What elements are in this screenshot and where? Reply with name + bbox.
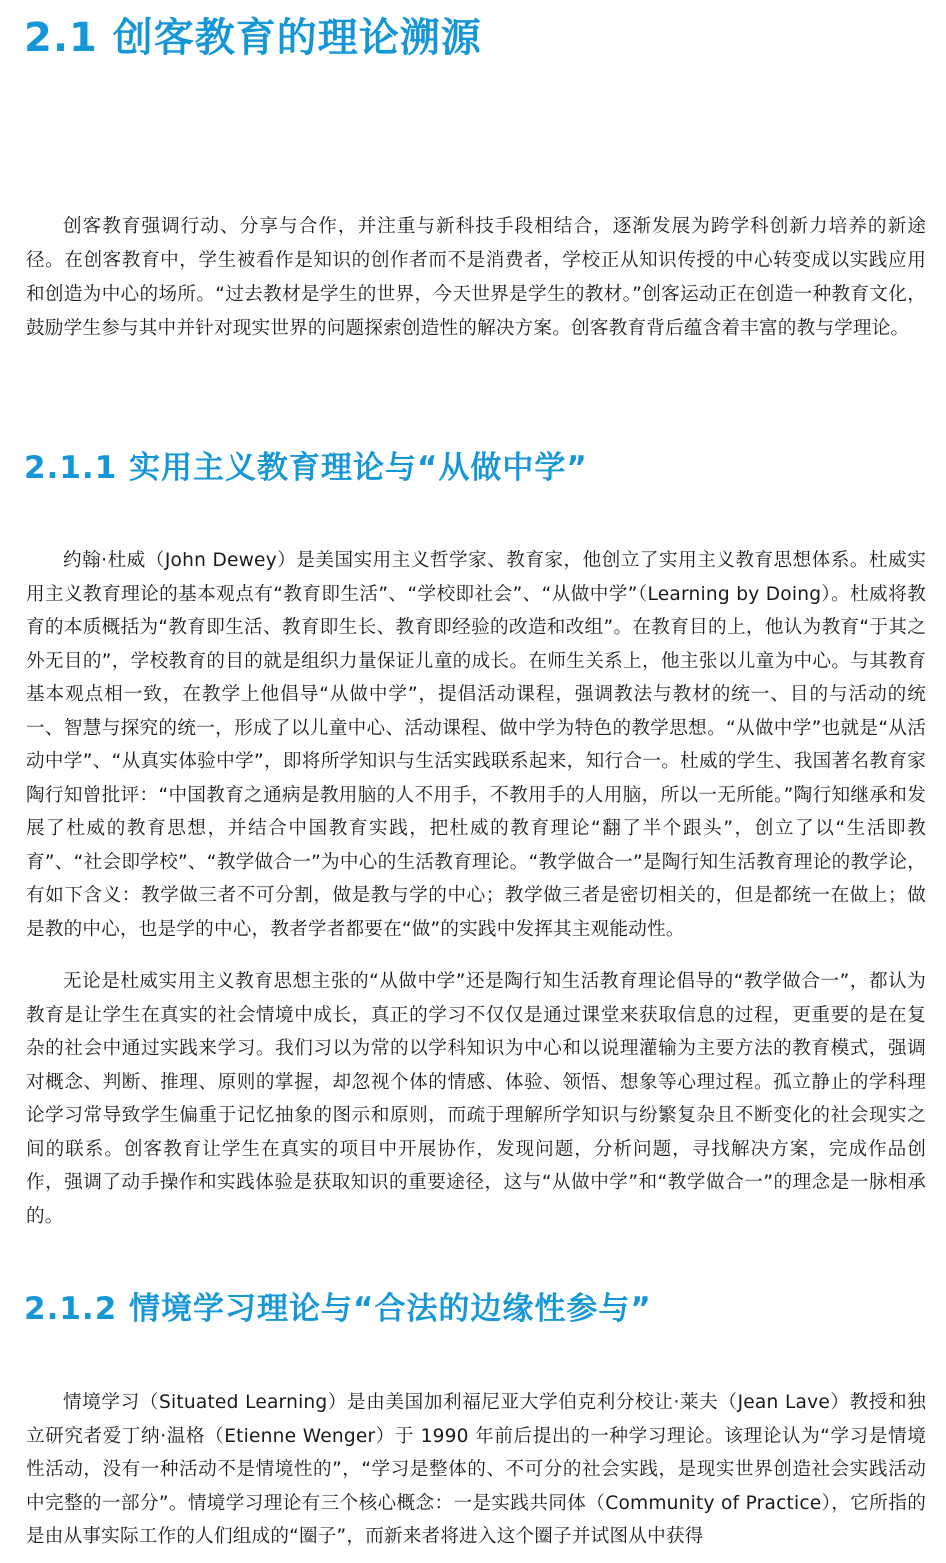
dewey-paragraph-1: 约翰·杜威（John Dewey）是美国实用主义哲学家、教育家，他创立了实用主义教育思想体系。杜威实用主义教育理论的基本观点有“教育即生活”、“学校即社会”、“从做中学”（Learning by Doing）。杜威将教育的本质概括为“教育即生活、教育即生长、教育即经验的改造和改组”。在教育目的上，他认为教育“于其之外无目的”，学校教育的目的就是组织力量保证儿童的成长。在师生关系上，他主张以儿童为中心。与其教育基本观点相一致，在教学上他倡导“从做中学”，提倡活动课程，强调教法与教材的统一、目的与活动的统一、智慧与探究的统一，形成了以儿童中心、活动课程、做中学为特色的教学思想。“从做中学”也就是“从活动中学”、“从真实体验中学”，即将所学知识与生活实践联系起来，知行合一。杜威的学生、我国著名教育家陶行知曾批评：“中国教育之通病是教用脑的人不用手，不教用手的人用脑，所以一无所能。”陶行知继承和发展了杜威的教育思想，并结合中国教育实践，把杜威的教育理论“翻了半个跟头”，创立了以“生活即教育”、“社会即学校”、“教学做合一”为中心的生活教育理论。“教学做合一”是陶行知生活教育理论的教学论，有如下含义：教学做三者不可分割，做是教与学的中心；教学做三者是密切相关的，但是都统一在做上；做是教的中心，也是学的中心，教者学者都要在“做”的实践中发挥其主观能动性。 — [26, 550, 926, 940]
subsection-title-2-1-1: 2.1.1 实用主义教育理论与“从做中学” — [24, 450, 588, 486]
subsection-title-2-1-2: 2.1.2 情境学习理论与“合法的边缘性参与” — [24, 1291, 652, 1327]
intro-paragraph: 创客教育强调行动、分享与合作，并注重与新科技手段相结合，逐渐发展为跨学科创新力培养的新途径。在创客教育中，学生被看作是知识的创作者而不是消费者，学校正从知识传授的中心转变成以实践应用和创造为中心的场所。“过去教材是学生的世界，今天世界是学生的教材。”创客运动正在创造一种教育文化，鼓励学生参与其中并针对现实世界的问题探索创造性的解决方案。创客教育背后蕴含着丰富的教与学理论。 — [26, 216, 926, 339]
section-title: 2.1 创客教育的理论溯源 — [24, 15, 482, 61]
situated-learning-paragraph: 情境学习（Situated Learning）是由美国加利福尼亚大学伯克利分校让·莱夫（Jean Lave）教授和独立研究者爱丁纳·温格（Etienne Wenger）于 1990 年前后提出的一种学习理论。该理论认为“学习是情境性活动，没有一种活动不是情境性的”，“学习是整体的、不可分的社会实践，是现实世界创造社会实践活动中完整的一部分”。情境学习理论有三个核心概念：一是实践共同体（Community of Practice），它所指的是由从事实际工作的人们组成的“圈子”，而新来者将进入这个圈子并试图从中获得 — [26, 1392, 926, 1547]
dewey-paragraph-2: 无论是杜威实用主义教育思想主张的“从做中学”还是陶行知生活教育理论倡导的“教学做合一”，都认为教育是让学生在真实的社会情境中成长，真正的学习不仅仅是通过课堂来获取信息的过程，更重要的是在复杂的社会中通过实践来学习。我们习以为常的以学科知识为中心和以说理灌输为主要方法的教育模式，强调对概念、判断、推理、原则的掌握，却忽视个体的情感、体验、领悟、想象等心理过程。孤立静止的学科理论学习常导致学生偏重于记忆抽象的图示和原则，而疏于理解所学知识与纷繁复杂且不断变化的社会现实之间的联系。创客教育让学生在真实的项目中开展协作，发现问题，分析问题，寻找解决方案，完成作品创作，强调了动手操作和实践体验是获取知识的重要途径，这与“从做中学”和“教学做合一”的理念是一脉相承的。 — [26, 971, 926, 1227]
